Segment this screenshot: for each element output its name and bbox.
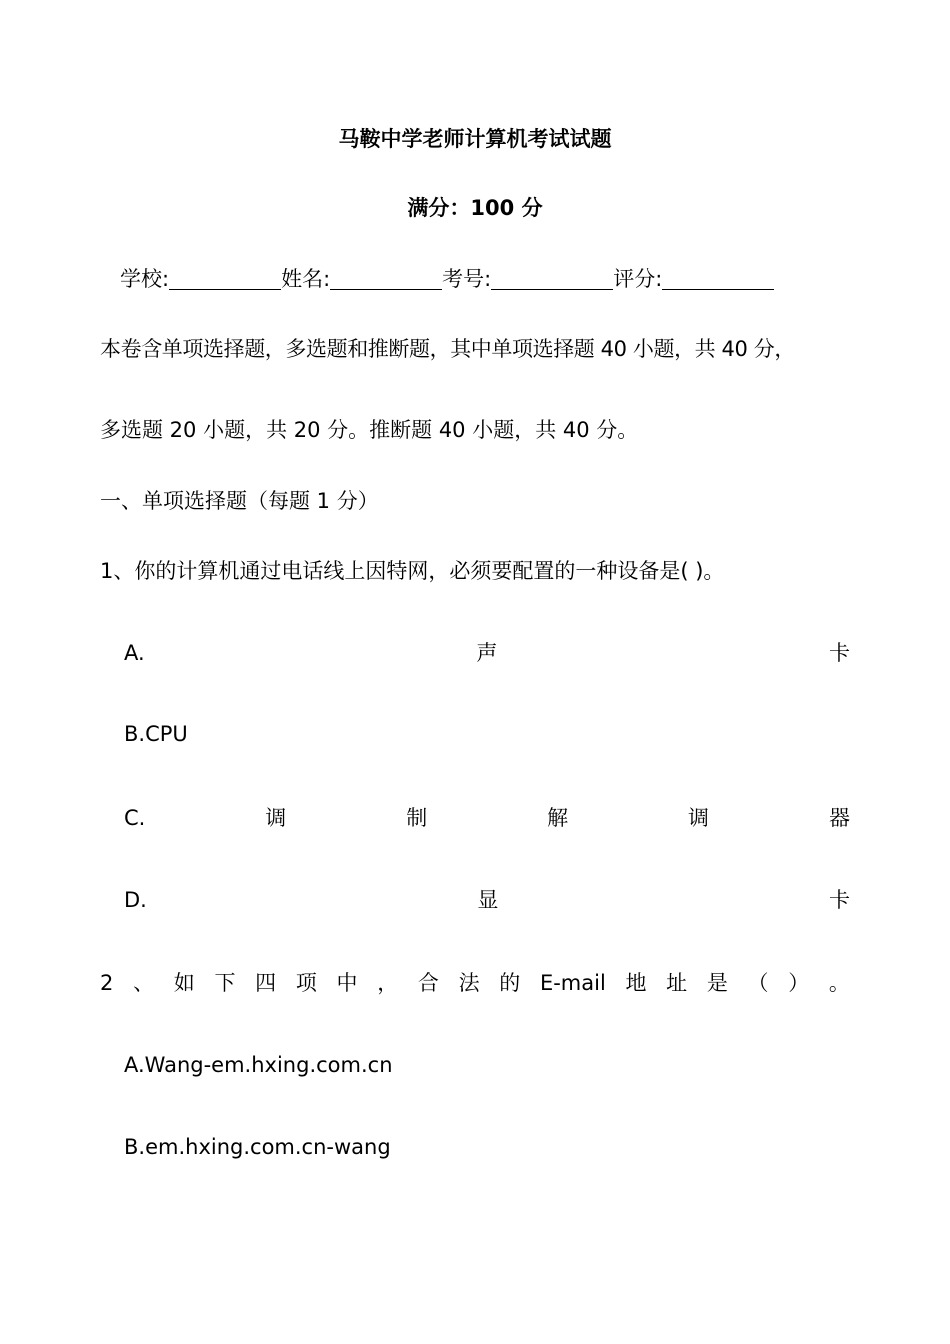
- stem-char: 四: [255, 971, 277, 995]
- stem-char: 、: [133, 971, 155, 995]
- option-text: 解: [547, 806, 569, 830]
- q1-option-d[interactable]: [124, 885, 850, 915]
- option-text: 显: [477, 888, 499, 912]
- stem-char: 中: [336, 971, 358, 995]
- stem-char: ，: [377, 971, 399, 995]
- exam-no-label: 考号:: [442, 267, 492, 291]
- option-text: 声: [476, 641, 498, 665]
- stem-char: 项: [295, 971, 317, 995]
- stem-char: 的: [499, 971, 521, 995]
- name-label: 姓名:: [281, 267, 331, 291]
- exam-no-blank[interactable]: [491, 267, 613, 290]
- option-text: 卡: [828, 888, 850, 912]
- grade-blank[interactable]: [662, 267, 774, 290]
- grade-label: 评分:: [613, 267, 663, 291]
- total-score: 满分：100 分: [407, 196, 543, 220]
- q1-option-a[interactable]: [124, 638, 850, 668]
- stem-char: 下: [214, 971, 236, 995]
- stem-char: 址: [666, 971, 688, 995]
- section-heading: 一、单项选择题（每题 1 分）: [100, 489, 379, 513]
- stem-char: E-mail: [539, 971, 606, 995]
- option-letter: C.: [124, 806, 146, 830]
- exam-title: 马鞍中学老师计算机考试试题: [338, 127, 612, 151]
- q2-option-b[interactable]: B.em.hxing.com.cn-wang: [124, 1135, 391, 1159]
- question-2-stem: [100, 968, 850, 998]
- stem-char: 合: [417, 971, 439, 995]
- intro-line-2: 多选题 20 小题，共 20 分。推断题 40 小题，共 40 分。: [100, 418, 639, 442]
- q2-option-a[interactable]: A.Wang-em.hxing.com.cn: [124, 1053, 393, 1077]
- stem-char: 。: [828, 971, 850, 995]
- stem-char: 是: [706, 971, 728, 995]
- option-letter: D.: [124, 888, 147, 912]
- school-label: 学校:: [120, 267, 170, 291]
- stem-char: 法: [458, 971, 480, 995]
- option-text: 制: [406, 806, 428, 830]
- option-text: 卡: [828, 641, 850, 665]
- stem-char: 地: [625, 971, 647, 995]
- option-text: 调: [688, 806, 710, 830]
- school-blank[interactable]: [169, 267, 281, 290]
- intro-line-1: 本卷含单项选择题，多选题和推断题，其中单项选择题 40 小题，共 40 分，: [100, 337, 795, 361]
- stem-char: （: [747, 971, 769, 995]
- q1-option-c[interactable]: [124, 803, 850, 833]
- question-1-stem: 1、你的计算机通过电话线上因特网，必须要配置的一种设备是( )。: [100, 559, 725, 583]
- info-row: [120, 264, 774, 294]
- q1-option-b[interactable]: B.CPU: [124, 722, 188, 746]
- stem-char: ）: [788, 971, 810, 995]
- name-blank[interactable]: [330, 267, 442, 290]
- option-text: 器: [828, 806, 850, 830]
- option-text: 调: [265, 806, 287, 830]
- stem-char: 如: [173, 971, 195, 995]
- option-letter: A.: [124, 641, 145, 665]
- stem-char: 2: [100, 971, 114, 995]
